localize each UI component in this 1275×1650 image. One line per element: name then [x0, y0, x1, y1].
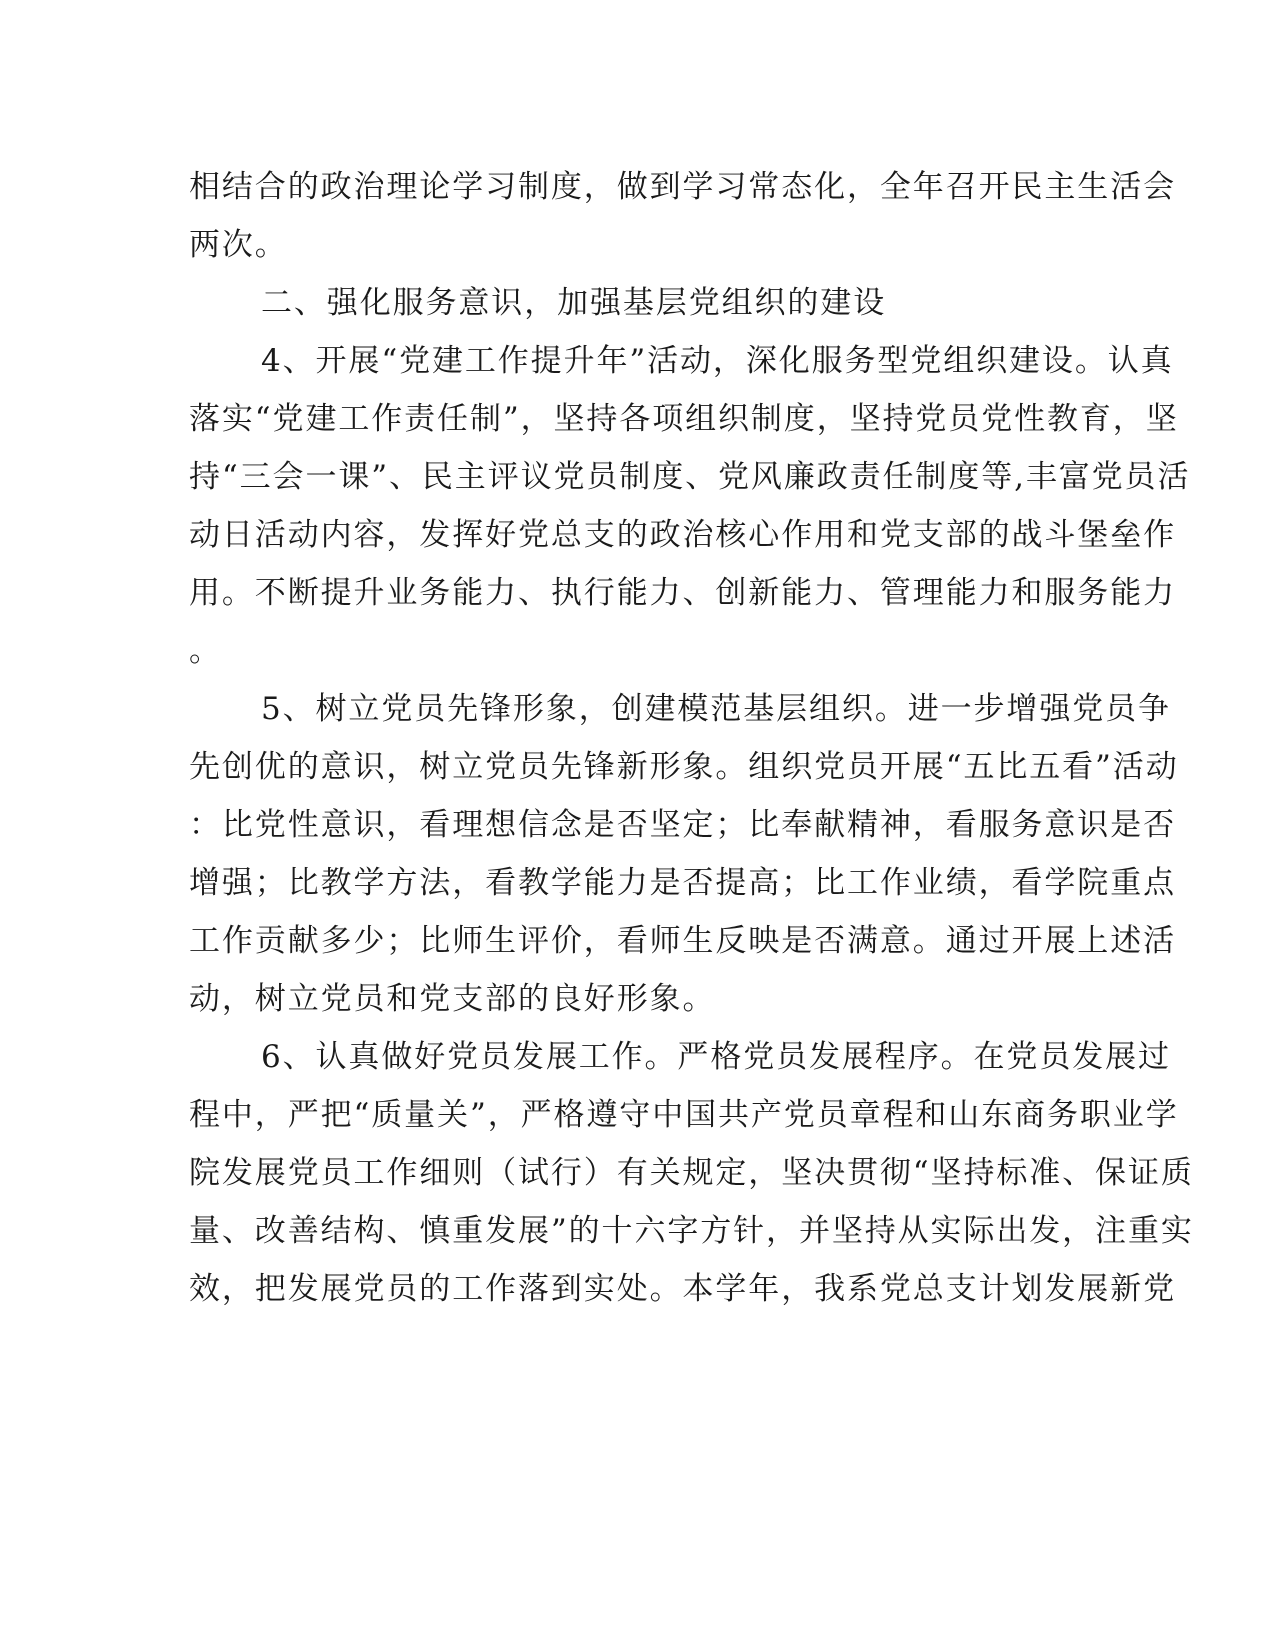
text-line: 6、认真做好党员发展工作。严格党员发展程序。在党员发展过: [261, 1039, 1171, 1075]
text-line: 动日活动内容，发挥好党总支的政治核心作用和党支部的战斗堡垒作: [189, 517, 1176, 553]
section-heading: 二、强化服务意识，加强基层党组织的建设: [261, 285, 887, 321]
text-line: 4、开展“党建工作提升年”活动，深化服务型党组织建设。认真: [261, 343, 1174, 379]
text-line: 动，树立党员和党支部的良好形象。: [189, 981, 716, 1017]
text-line: 用。不断提升业务能力、执行能力、创新能力、管理能力和服务能力: [189, 575, 1176, 611]
text-line: 工作贡献多少；比师生评价，看师生反映是否满意。通过开展上述活: [189, 923, 1176, 959]
text-line: 相结合的政治理论学习制度，做到学习常态化，全年召开民主生活会: [189, 169, 1176, 205]
text-line: 落实“党建工作责任制”，坚持各项组织制度，坚持党员党性教育，坚: [189, 401, 1179, 437]
text-line: 。: [189, 633, 222, 669]
body-text: [189, 158, 1194, 1318]
text-line: 效，把发展党员的工作落到实处。本学年，我系党总支计划发展新党: [189, 1271, 1176, 1307]
text-line: 5、树立党员先锋形象，创建模范基层组织。进一步增强党员争: [261, 691, 1171, 727]
text-line: 持“三会一课”、民主评议党员制度、党风廉政责任制度等,丰富党员活: [189, 459, 1191, 495]
text-line: 院发展党员工作细则（试行）有关规定，坚决贯彻“坚持标准、保证质: [189, 1155, 1194, 1191]
text-line: 程中，严把“质量关”，严格遵守中国共产党员章程和山东商务职业学: [189, 1097, 1179, 1133]
text-line: ：比党性意识，看理想信念是否坚定；比奉献精神，看服务意识是否: [189, 807, 1176, 843]
text-line: 先创优的意识，树立党员先锋新形象。组织党员开展“五比五看”活动: [189, 749, 1179, 785]
text-line: 增强；比教学方法，看教学能力是否提高；比工作业绩，看学院重点: [189, 865, 1176, 901]
text-line: 两次。: [189, 227, 288, 263]
text-line: 量、改善结构、慎重发展”的十六字方针，并坚持从实际出发，注重实: [189, 1213, 1194, 1249]
